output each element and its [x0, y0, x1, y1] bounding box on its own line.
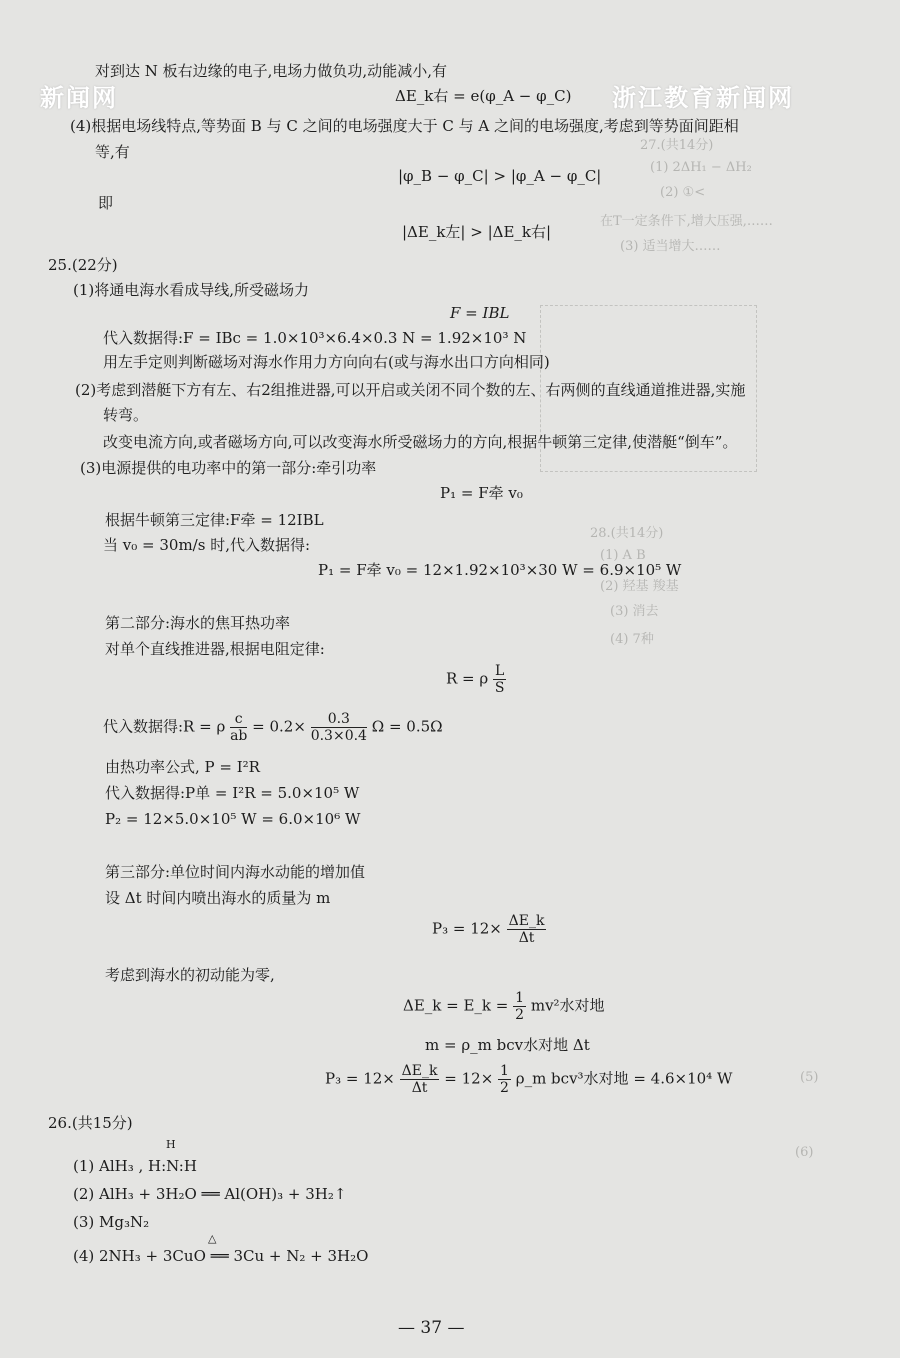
- q25-part2: (2)考虑到潜艇下方有左、右2组推进器,可以开启或关闭不同个数的左、右两侧的直线通道推进器,实施: [75, 381, 746, 399]
- bleed-text: (6): [795, 1145, 814, 1160]
- q25-text: 考虑到海水的初动能为零,: [105, 966, 275, 984]
- q24-equation: ΔE_k右 = e(φ_A − φ_C): [395, 87, 572, 105]
- q26-answer: (2) AlH₃ + 3H₂O ══ Al(OH)₃ + 3H₂↑: [73, 1185, 347, 1203]
- q25-equation-P3: P₃ = 12× $\frac{\Delta E\_k}{\Delta t}$: [432, 913, 545, 946]
- q24-equation: |φ_B − φ_C| > |φ_A − φ_C|: [398, 167, 602, 185]
- q25-text: P₂ = 12×5.0×10⁵ W = 6.0×10⁶ W: [105, 810, 361, 828]
- q25-equation-P3-value: P₃ = 12× $\frac{\Delta E\_k}{\Delta t}$ = 12× $\frac{1}{2}$ ρ_m bcv³水对地 = 4.6×10⁴ W: [325, 1063, 733, 1096]
- heat-condition: △: [208, 1232, 218, 1245]
- bleed-text: (1) 2ΔH₁ − ΔH₂: [650, 160, 752, 175]
- q24-part4: (4)根据电场线特点,等势面 B 与 C 之间的电场强度大于 C 与 A 之间的电场强度,考虑到等势面间距相: [70, 117, 739, 135]
- q25-header: 25.(22分): [48, 256, 118, 274]
- bleed-text: (3) 消去: [610, 604, 659, 619]
- q25-equation: F = IBL: [450, 304, 510, 322]
- q25-direction: 用左手定则判断磁场对海水作用力方向向右(或与海水出口方向相同): [103, 353, 550, 371]
- q25-part-heading: 第三部分:单位时间内海水动能的增加值: [105, 863, 366, 881]
- q25-when: 当 v₀ = 30m/s 时,代入数据得:: [103, 536, 311, 554]
- q25-part2-reverse: 改变电流方向,或者磁场方向,可以改变海水所受磁场力的方向,根据牛顿第三定律,使潜艇“倒车”。: [103, 433, 738, 451]
- bleed-text: (2) ①<: [660, 185, 706, 200]
- q24-part4-cont: 等,有: [95, 143, 130, 161]
- bleed-text: (4) 7种: [610, 632, 654, 647]
- q25-part-heading: 第二部分:海水的焦耳热功率: [105, 614, 291, 632]
- q25-part3: (3)电源提供的电功率中的第一部分:牵引功率: [80, 459, 377, 477]
- watermark-left: 新闻网: [40, 84, 118, 112]
- bleed-text: (5): [800, 1070, 819, 1085]
- q26-answer: (1) AlH₃ , H:N:H: [73, 1157, 197, 1175]
- q24-ji: 即: [98, 194, 114, 212]
- q25-sub: 代入数据得:F = IBc = 1.0×10³×6.4×0.3 N = 1.92×10³ N: [103, 329, 527, 347]
- q24-equation: |ΔE_k左| > |ΔE_k右|: [402, 223, 552, 241]
- q25-part2-cont: 转弯。: [103, 406, 149, 424]
- q25-equation-m: m = ρ_m bcv水对地 Δt: [425, 1036, 590, 1054]
- bleed-text: (2) 羟基 羧基: [600, 579, 679, 594]
- q26-answer: (4) 2NH₃ + 3CuO ══ 3Cu + N₂ + 3H₂O: [73, 1247, 369, 1265]
- q25-equation: P₁ = F牵 v₀: [440, 484, 523, 502]
- q25-equation: P₁ = F牵 v₀ = 12×1.92×10³×30 W = 6.9×10⁵ W: [318, 561, 682, 579]
- q25-newton: 根据牛顿第三定律:F牵 = 12IBL: [105, 511, 324, 529]
- q25-equation-resistance-sub: 代入数据得:R = ρ $\frac{c}{ab}$ = 0.2× $\frac{0.3}{0.3\times 0.4}$ Ω = 0.5Ω: [103, 711, 443, 744]
- bleed-text: 28.(共14分): [590, 526, 664, 541]
- q25-text: 代入数据得:P单 = I²R = 5.0×10⁵ W: [105, 784, 360, 802]
- bleed-text: (3) 适当增大……: [620, 239, 721, 254]
- q25-part1: (1)将通电海水看成导线,所受磁场力: [73, 281, 310, 299]
- q25-text: 由热功率公式, P = I²R: [105, 758, 260, 776]
- q26-header: 26.(共15分): [48, 1114, 133, 1132]
- bleed-text: (1) A B: [600, 548, 646, 563]
- q25-equation-dEk: ΔE_k = E_k = $\frac{1}{2}$ mv²水对地: [403, 990, 605, 1023]
- q24-line: 对到达 N 板右边缘的电子,电场力做负功,动能减小,有: [95, 62, 447, 80]
- watermark-right: 浙江教育新闻网: [612, 84, 794, 112]
- q25-text: 设 Δt 时间内喷出海水的质量为 m: [105, 889, 331, 907]
- q25-text: 对单个直线推进器,根据电阻定律:: [105, 640, 325, 658]
- lewis-top-h: H: [166, 1138, 177, 1151]
- q25-equation-resistance: R = ρ $\frac{L}{S}$: [446, 663, 505, 696]
- page-number: — 37 —: [398, 1318, 465, 1338]
- q26-answer: (3) Mg₃N₂: [73, 1213, 150, 1231]
- bleed-text: 27.(共14分): [640, 138, 714, 153]
- bleed-text: 在T一定条件下,增大压强,……: [600, 214, 773, 229]
